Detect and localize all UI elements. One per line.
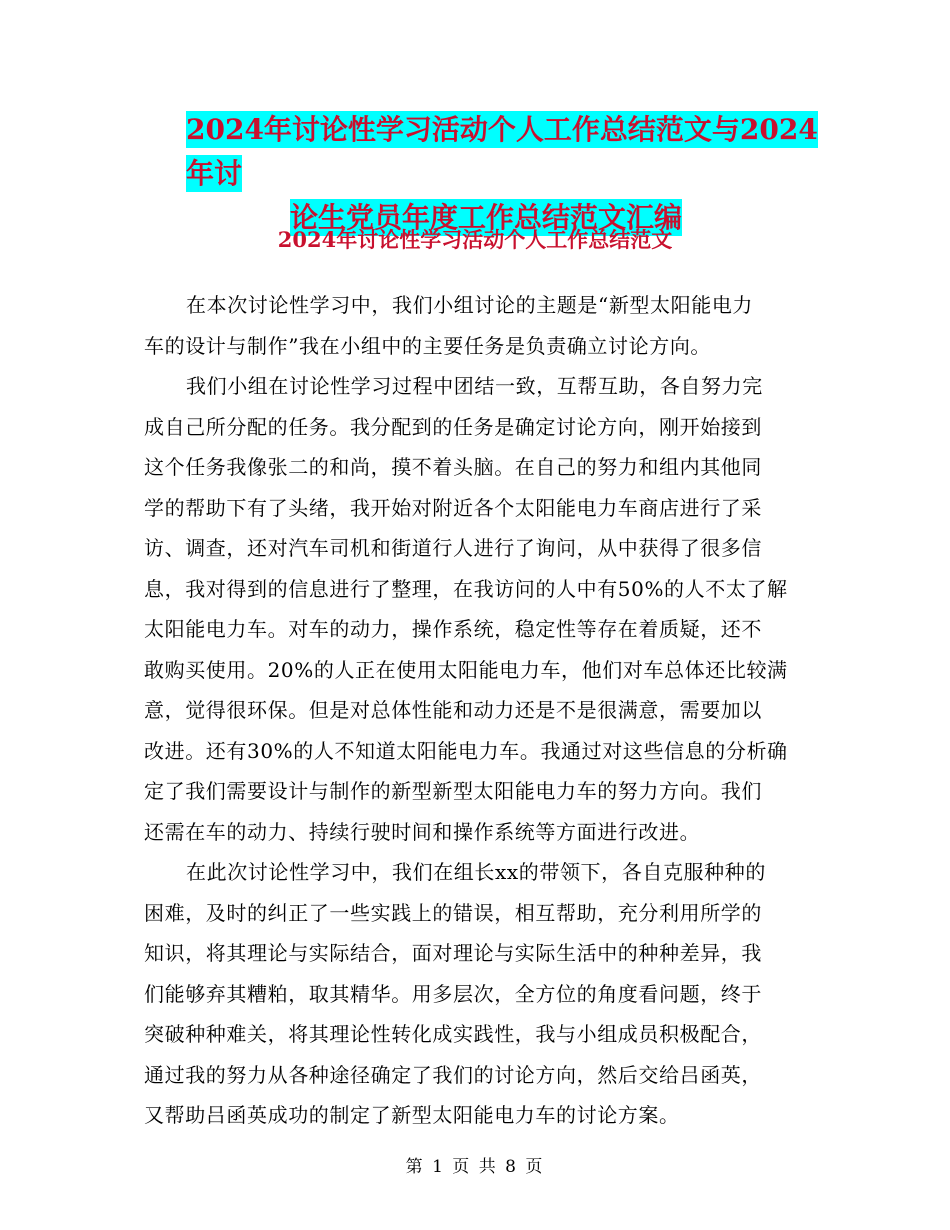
paragraph-line: 太阳能电力车。对车的动力，操作系统，稳定性等存在着质疑，还不 xyxy=(144,617,762,641)
paragraph-line: 这个任务我像张二的和尚，摸不着头脑。在自己的努力和组内其他同 xyxy=(144,455,762,479)
page-footer: 第 1 页 共 8 页 xyxy=(405,1157,545,1177)
document-body xyxy=(144,285,812,1136)
paragraph-line: 改进。还有30%的人不知道太阳能电力车。我通过对这些信息的分析确 xyxy=(144,738,788,763)
paragraph-line: 意，觉得很环保。但是对总体性能和动力还是不是很满意，需要加以 xyxy=(144,698,762,722)
paragraph-line: 成自己所分配的任务。我分配到的任务是确定讨论方向，刚开始接到 xyxy=(144,414,762,439)
document-title-line-1 xyxy=(140,108,830,196)
paragraph-line: 访、调查，还对汽车司机和街道行人进行了询问，从中获得了很多信 xyxy=(144,536,762,560)
paragraph-line: 突破种种难关，将其理论性转化成实践性，我与小组成员积极配合， xyxy=(144,1022,762,1046)
paragraph-3 xyxy=(144,852,812,1136)
paragraph-line: 又帮助吕函英成功的制定了新型太阳能电力车的讨论方案。 xyxy=(144,1103,680,1127)
paragraph-1 xyxy=(144,285,812,366)
document-title xyxy=(140,108,830,240)
paragraph-line: 定了我们需要设计与制作的新型新型太阳能电力车的努力方向。我们 xyxy=(144,779,762,803)
paragraph-line: 还需在车的动力、持续行驶时间和操作系统等方面进行改进。 xyxy=(144,819,701,844)
section-heading: 2024年讨论性学习活动个人工作总结范文 xyxy=(277,227,673,252)
paragraph-line: 我们小组在讨论性学习过程中团结一致，互帮互助，各自努力完 xyxy=(186,374,763,398)
paragraph-line: 知识，将其理论与实际结合，面对理论与实际生活中的种种差异，我 xyxy=(144,941,762,965)
document-title-line-2-text: 论生党员年度工作总结范文汇编 xyxy=(290,201,683,234)
paragraph-line: 们能够弃其糟粕，取其精华。用多层次，全方位的角度看问题，终于 xyxy=(144,981,762,1006)
paragraph-line: 通过我的努力从各种途径确定了我们的讨论方向，然后交给吕函英， xyxy=(144,1062,762,1087)
paragraph-line: 车的设计与制作”我在小组中的主要任务是负责确立讨论方向。 xyxy=(144,333,712,358)
paragraph-line: 学的帮助下有了头绪，我开始对附近各个太阳能电力车商店进行了采 xyxy=(144,495,762,520)
paragraph-line: 在此次讨论性学习中，我们在组长xx的带领下，各自克服种种的 xyxy=(186,860,766,884)
document-title-line-1-text: 2024年讨论性学习活动个人工作总结范文与2024年讨 xyxy=(186,113,818,190)
paragraph-line: 息，我对得到的信息进行了整理，在我访问的人中有50%的人不太了解 xyxy=(144,576,788,601)
paragraph-line: 敢购买使用。20%的人正在使用太阳能电力车，他们对车总体还比较满 xyxy=(144,657,788,682)
paragraph-line: 困难，及时的纠正了一些实践上的错误，相互帮助，充分利用所学的 xyxy=(144,900,762,925)
paragraph-2 xyxy=(144,366,812,852)
paragraph-line: 在本次讨论性学习中，我们小组讨论的主题是“新型太阳能电力 xyxy=(186,293,754,317)
